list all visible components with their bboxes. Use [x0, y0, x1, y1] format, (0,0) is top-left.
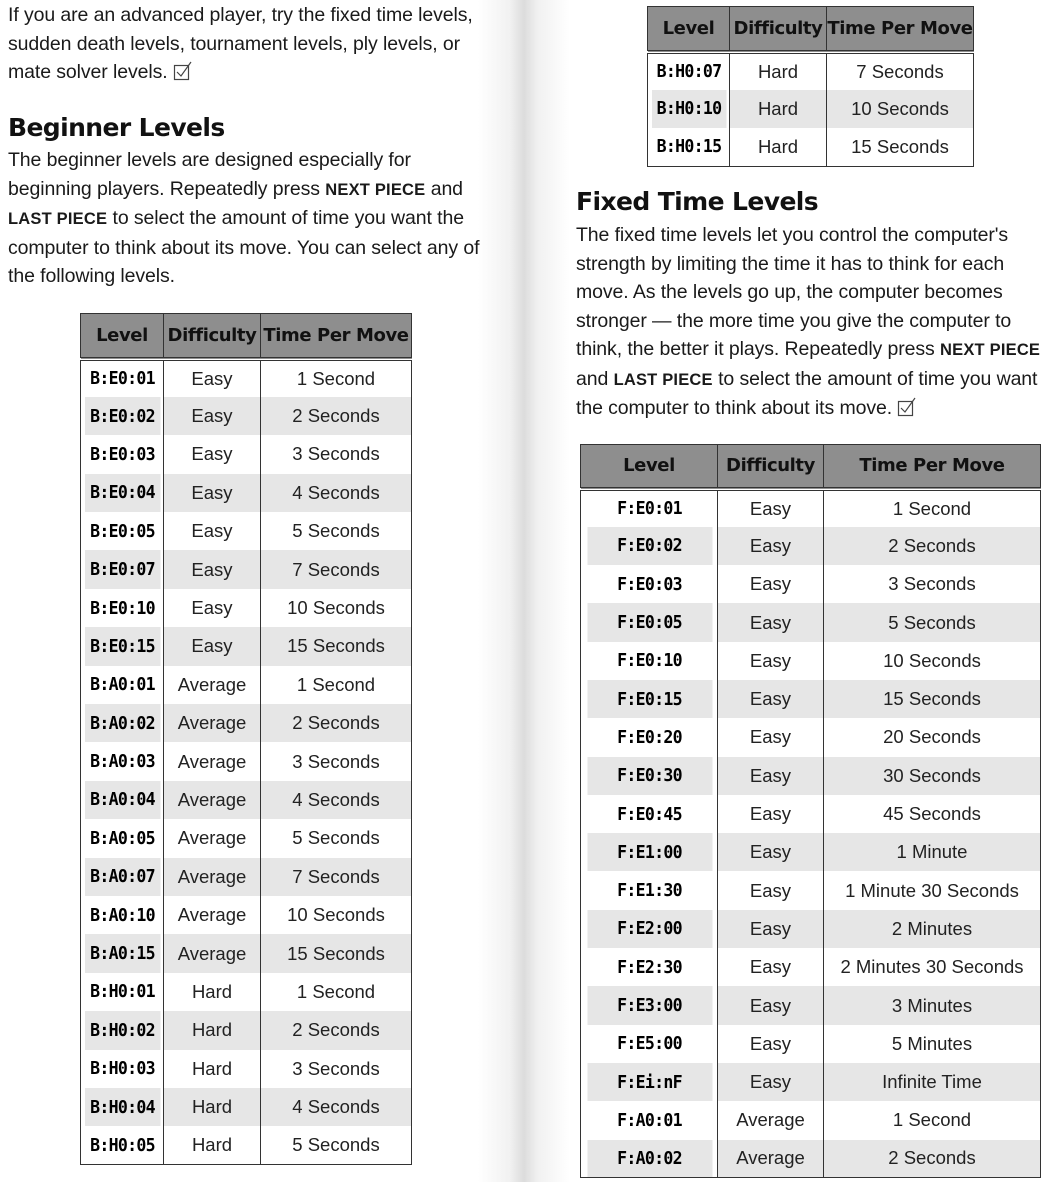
level-code-cell: F:E0:02 — [586, 527, 712, 565]
difficulty-cell: Average — [164, 742, 261, 780]
time-per-move-cell: 5 Seconds — [261, 512, 412, 550]
level-code-cell: B:A0:07 — [84, 858, 160, 896]
time-per-move-cell: 45 Seconds — [824, 795, 1041, 833]
difficulty-cell: Easy — [164, 397, 261, 435]
level-code-cell: B:H0:15 — [656, 136, 721, 158]
table-header-row — [581, 445, 1041, 489]
level-code-cell: B:A0:05 — [89, 827, 155, 849]
time-per-move-cell: 30 Seconds — [824, 757, 1041, 795]
level-code-cell: F:E5:00 — [616, 1033, 682, 1055]
time-per-move-cell: 4 Seconds — [261, 1088, 412, 1126]
difficulty-cell: Easy — [718, 910, 824, 948]
table-row — [648, 90, 974, 128]
level-column-header: Level — [581, 445, 718, 489]
table-row — [581, 986, 1041, 1024]
table-row — [581, 795, 1041, 833]
time-per-move-cell: 7 Seconds — [261, 550, 412, 588]
time-per-move-cell: 3 Seconds — [261, 742, 412, 780]
difficulty-cell: Average — [164, 781, 261, 819]
time-per-move-cell: 3 Seconds — [261, 1050, 412, 1088]
time-per-move-cell: 15 Seconds — [261, 627, 412, 665]
table-header-row — [648, 7, 974, 52]
difficulty-cell: Hard — [164, 1050, 261, 1088]
intro-text: If you are an advanced player, try the fixed time levels, sudden death levels, tournament levels, ply levels, or mate solver levels. — [8, 4, 473, 83]
table-row — [81, 512, 412, 550]
last-piece-key: LAST PIECE — [613, 370, 713, 389]
table-row — [81, 1088, 412, 1126]
time-per-move-cell: 7 Seconds — [261, 858, 412, 896]
time-per-move-cell: 5 Seconds — [261, 819, 412, 857]
table-row — [581, 1140, 1041, 1178]
table-row — [81, 1011, 412, 1049]
time-per-move-cell: 2 Seconds — [261, 704, 412, 742]
level-code-cell: B:H0:03 — [89, 1058, 155, 1080]
time-per-move-cell: 1 Second — [261, 359, 412, 397]
level-code-cell: F:E0:30 — [586, 757, 712, 795]
level-code-cell: B:H0:07 — [656, 61, 721, 83]
table-row — [81, 550, 412, 588]
table-row — [81, 1050, 412, 1088]
checkbox-check-icon — [897, 397, 917, 417]
level-code-cell: B:E0:04 — [84, 474, 160, 512]
level-code-cell: B:A0:15 — [84, 934, 160, 972]
table-row — [81, 704, 412, 742]
time-per-move-cell: 1 Second — [824, 1101, 1041, 1139]
difficulty-column-header: Difficulty — [164, 314, 261, 359]
table-row — [81, 627, 412, 665]
difficulty-cell: Average — [164, 819, 261, 857]
table-row — [581, 603, 1041, 641]
time-per-move-cell: 1 Minute 30 Seconds — [824, 871, 1041, 909]
difficulty-cell: Easy — [164, 512, 261, 550]
table-row — [81, 858, 412, 896]
time-per-move-cell: 2 Seconds — [261, 397, 412, 435]
table-row — [81, 934, 412, 972]
table-row — [581, 489, 1041, 527]
level-code-cell: F:E0:45 — [616, 803, 682, 825]
level-code-cell: F:E0:01 — [616, 498, 682, 520]
time-per-move-cell: 1 Minute — [824, 833, 1041, 871]
beginner-levels-table — [80, 313, 412, 1165]
time-per-move-cell: 3 Seconds — [261, 435, 412, 473]
time-per-move-cell: 4 Seconds — [261, 781, 412, 819]
level-code-cell: B:A0:02 — [84, 704, 160, 742]
time-per-move-cell: 15 Seconds — [824, 680, 1041, 718]
table-row — [581, 1063, 1041, 1101]
table-row — [81, 666, 412, 704]
difficulty-cell: Easy — [718, 833, 824, 871]
level-code-cell: F:E0:05 — [586, 603, 712, 641]
time-per-move-cell: 2 Seconds — [824, 1140, 1041, 1178]
level-column-header: Level — [648, 7, 730, 52]
time-per-move-cell: Infinite Time — [824, 1063, 1041, 1101]
table-row — [581, 833, 1041, 871]
level-code-cell: B:A0:03 — [89, 751, 155, 773]
time-per-move-cell: 1 Second — [824, 489, 1041, 527]
level-code-cell: F:A0:01 — [616, 1109, 682, 1131]
table-row — [648, 128, 974, 166]
table-row — [581, 642, 1041, 680]
last-piece-key: LAST PIECE — [8, 210, 108, 228]
fixed-text-2: and — [576, 367, 614, 390]
fixed-text-1: The fixed time levels let you control the computer's strength by limiting the time it has to think for each move. As the levels go up, the computer becomes stronger — the more time you give the computer to think, the better it plays. Repeatedly press — [576, 224, 1012, 360]
table-row — [81, 1126, 412, 1164]
table-row — [581, 527, 1041, 565]
level-code-cell: F:A0:02 — [586, 1140, 712, 1178]
table-row — [648, 52, 974, 90]
difficulty-cell: Hard — [164, 1088, 261, 1126]
level-code-cell: B:A0:01 — [89, 674, 155, 696]
difficulty-cell: Easy — [718, 642, 824, 680]
time-per-move-cell: 20 Seconds — [824, 718, 1041, 756]
table-row — [581, 910, 1041, 948]
difficulty-cell: Average — [164, 704, 261, 742]
time-per-move-cell: 15 Seconds — [261, 934, 412, 972]
table-row — [81, 742, 412, 780]
difficulty-cell: Easy — [718, 527, 824, 565]
difficulty-cell: Easy — [718, 565, 824, 603]
difficulty-cell: Easy — [718, 986, 824, 1024]
table-row — [81, 435, 412, 473]
difficulty-cell: Easy — [718, 489, 824, 527]
difficulty-column-header: Difficulty — [718, 445, 824, 489]
time-per-move-column-header: Time Per Move — [824, 445, 1041, 489]
table-row — [81, 896, 412, 934]
difficulty-cell: Hard — [164, 973, 261, 1011]
checkbox-check-icon — [173, 61, 193, 81]
fixed-text-3: to select the amount of time you want the computer to think about its move. — [576, 367, 1038, 419]
level-column-header: Level — [81, 314, 164, 359]
table-row — [581, 757, 1041, 795]
level-code-cell: F:E0:20 — [616, 726, 682, 748]
table-row — [581, 871, 1041, 909]
difficulty-cell: Easy — [718, 757, 824, 795]
table-row — [81, 589, 412, 627]
level-code-cell: F:E0:03 — [616, 573, 682, 595]
table-row — [581, 948, 1041, 986]
table-row — [581, 680, 1041, 718]
time-per-move-cell: 15 Seconds — [827, 128, 974, 166]
difficulty-cell: Easy — [164, 589, 261, 627]
time-per-move-cell: 1 Second — [261, 666, 412, 704]
time-per-move-cell: 5 Seconds — [824, 603, 1041, 641]
time-per-move-cell: 3 Seconds — [824, 565, 1041, 603]
beginner-text-1: The beginner levels are designed especially for beginning players. Repeatedly press — [8, 149, 411, 200]
table-row — [81, 474, 412, 512]
time-per-move-cell: 5 Minutes — [824, 1025, 1041, 1063]
level-code-cell: F:E2:00 — [586, 910, 712, 948]
difficulty-cell: Easy — [718, 718, 824, 756]
level-code-cell: B:E0:02 — [84, 397, 160, 435]
level-code-cell: B:H0:01 — [89, 981, 155, 1003]
difficulty-cell: Average — [718, 1101, 824, 1139]
table-row — [81, 359, 412, 397]
table-row — [81, 973, 412, 1011]
time-per-move-cell: 4 Seconds — [261, 474, 412, 512]
table-row — [581, 718, 1041, 756]
level-code-cell: B:E0:15 — [84, 627, 160, 665]
level-code-cell: B:E0:10 — [89, 597, 155, 619]
table-row — [81, 397, 412, 435]
difficulty-cell: Easy — [164, 435, 261, 473]
difficulty-cell: Easy — [718, 795, 824, 833]
difficulty-cell: Hard — [164, 1126, 261, 1164]
beginner-text-3: to select the amount of time you want the computer to think about its move. You can select any of the following levels. — [8, 207, 480, 287]
time-per-move-cell: 7 Seconds — [827, 52, 974, 90]
level-code-cell: B:H0:05 — [89, 1134, 155, 1156]
time-per-move-cell: 10 Seconds — [824, 642, 1041, 680]
level-code-cell: B:H0:04 — [84, 1088, 160, 1126]
time-per-move-column-header: Time Per Move — [261, 314, 412, 359]
time-per-move-column-header: Time Per Move — [827, 7, 974, 52]
next-piece-key: NEXT PIECE — [325, 180, 426, 199]
time-per-move-cell: 10 Seconds — [261, 589, 412, 627]
table-row — [581, 565, 1041, 603]
intro-paragraph — [8, 1, 478, 87]
difficulty-cell: Easy — [718, 948, 824, 986]
beginner-levels-heading: Beginner Levels — [8, 113, 225, 142]
table-row — [81, 819, 412, 857]
difficulty-cell: Easy — [718, 871, 824, 909]
time-per-move-cell: 10 Seconds — [261, 896, 412, 934]
difficulty-cell: Hard — [730, 90, 827, 128]
difficulty-cell: Easy — [164, 474, 261, 512]
level-code-cell: F:E0:10 — [616, 650, 682, 672]
difficulty-cell: Hard — [730, 128, 827, 166]
difficulty-cell: Hard — [730, 52, 827, 90]
level-code-cell: B:A0:10 — [89, 904, 155, 926]
difficulty-cell: Easy — [164, 627, 261, 665]
difficulty-cell: Average — [164, 896, 261, 934]
fixed-time-levels-table — [580, 444, 1041, 1178]
table-header-row — [81, 314, 412, 359]
level-code-cell: F:E1:30 — [616, 880, 682, 902]
difficulty-cell: Average — [164, 666, 261, 704]
difficulty-cell: Easy — [718, 1025, 824, 1063]
difficulty-cell: Easy — [164, 550, 261, 588]
level-code-cell: B:H0:02 — [84, 1011, 160, 1049]
table-row — [81, 781, 412, 819]
difficulty-cell: Easy — [164, 359, 261, 397]
time-per-move-cell: 2 Seconds — [824, 527, 1041, 565]
level-code-cell: F:E2:30 — [616, 956, 682, 978]
level-code-cell: B:E0:07 — [84, 550, 160, 588]
time-per-move-cell: 2 Minutes — [824, 910, 1041, 948]
difficulty-cell: Hard — [164, 1011, 261, 1049]
level-code-cell: F:E1:00 — [586, 833, 712, 871]
page-gutter-shadow — [478, 0, 570, 1182]
level-code-cell: F:Ei:nF — [586, 1063, 712, 1101]
difficulty-column-header: Difficulty — [730, 7, 827, 52]
time-per-move-cell: 2 Seconds — [261, 1011, 412, 1049]
level-code-cell: B:A0:04 — [84, 781, 160, 819]
table-row — [581, 1025, 1041, 1063]
level-code-cell: F:E3:00 — [586, 986, 712, 1024]
difficulty-cell: Easy — [718, 680, 824, 718]
level-code-cell: B:E0:03 — [89, 443, 155, 465]
difficulty-cell: Easy — [718, 1063, 824, 1101]
next-piece-key: NEXT PIECE — [940, 341, 1041, 359]
time-per-move-cell: 5 Seconds — [261, 1126, 412, 1164]
time-per-move-cell: 10 Seconds — [827, 90, 974, 128]
beginner-text-2: and — [425, 177, 463, 200]
fixed-time-levels-heading: Fixed Time Levels — [576, 187, 819, 216]
difficulty-cell: Easy — [718, 603, 824, 641]
beginner-levels-paragraph — [8, 146, 480, 291]
difficulty-cell: Average — [164, 858, 261, 896]
beginner-levels-table-continued — [647, 6, 974, 167]
table-row — [581, 1101, 1041, 1139]
level-code-cell: F:E0:15 — [586, 680, 712, 718]
level-code-cell: B:E0:05 — [89, 520, 155, 542]
time-per-move-cell: 3 Minutes — [824, 986, 1041, 1024]
time-per-move-cell: 2 Minutes 30 Seconds — [824, 948, 1041, 986]
time-per-move-cell: 1 Second — [261, 973, 412, 1011]
level-code-cell: B:E0:01 — [89, 368, 155, 390]
level-code-cell: B:H0:10 — [651, 90, 726, 128]
fixed-time-levels-paragraph — [576, 221, 1046, 423]
difficulty-cell: Average — [164, 934, 261, 972]
difficulty-cell: Average — [718, 1140, 824, 1178]
